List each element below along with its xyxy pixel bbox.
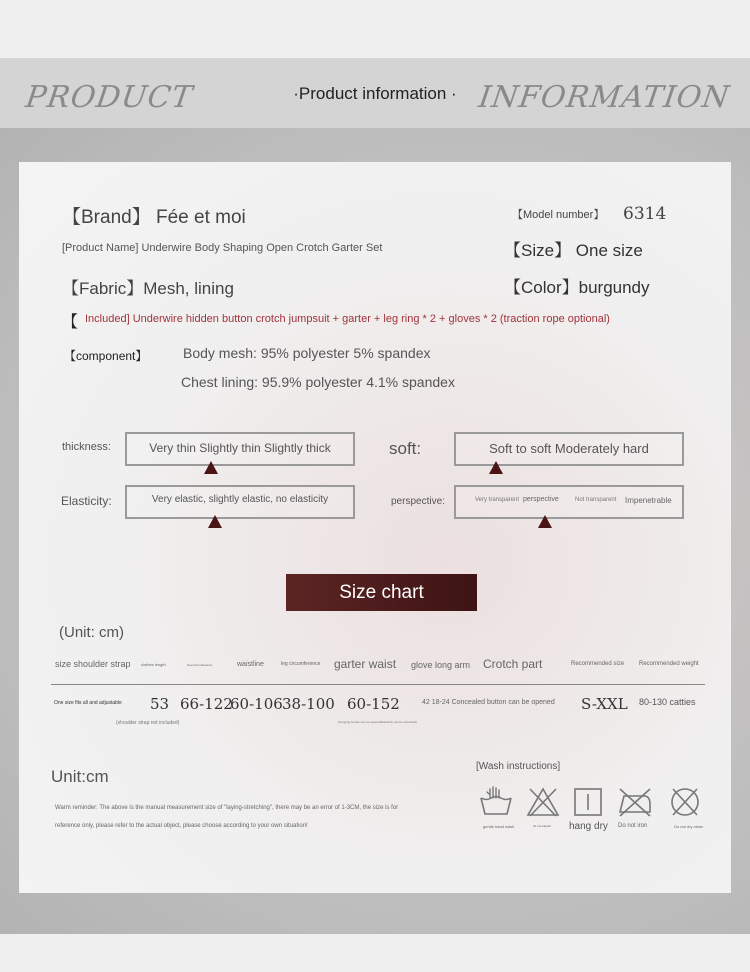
- page-title: ·Product information ·: [293, 84, 457, 103]
- softness-scale-text: Soft to soft Moderately hard: [489, 441, 649, 456]
- wash-label-2: do not bleach: [533, 824, 552, 828]
- garter-note: (Hanging buckle can be opened/Elasticity can be stretched): [338, 720, 418, 724]
- included-bracket: 【: [62, 314, 79, 331]
- size-header-10: Recommended weight: [639, 661, 699, 667]
- do-not-bleach-icon: [525, 786, 561, 818]
- perspective-option-2: perspective: [523, 496, 559, 503]
- size-header-8: Crotch part: [483, 657, 543, 671]
- top-band: [0, 0, 750, 58]
- model-number-value: 6314: [623, 204, 667, 224]
- thickness-label: thickness:: [62, 441, 111, 453]
- elasticity-label: Elasticity:: [61, 494, 112, 508]
- perspective-option-3: Not transparent: [575, 497, 617, 503]
- wash-instructions-title: [Wash instructions]: [476, 761, 561, 772]
- reminder-line-1: Warm reminder: The above is the manual measurement size of "laying-stretching", there may be an error of 1-3CM, the size is for: [55, 805, 399, 811]
- size-header-9: Recommended size: [571, 661, 625, 667]
- do-not-iron-icon: [617, 786, 653, 818]
- do-not-dry-clean-icon: [667, 786, 703, 818]
- perspective-label: perspective:: [391, 496, 445, 507]
- hang-dry-icon: [570, 786, 606, 818]
- perspective-scale: [454, 485, 684, 519]
- reminder-line-2: reference only, please refer to the actual object, please choose according to your own situation!: [55, 823, 308, 829]
- hand-wash-icon: [478, 786, 514, 818]
- wash-label-3: hang dry: [569, 821, 608, 832]
- elasticity-marker: [208, 515, 222, 528]
- wash-label-4: Do not iron: [618, 823, 648, 829]
- perspective-option-1: Very transparent: [475, 497, 520, 503]
- component-label: 【component】: [64, 349, 148, 363]
- footer-unit-label: Unit:cm: [51, 767, 109, 786]
- size-header-6: garter waist: [334, 657, 397, 671]
- size-header-4: waistline: [237, 661, 264, 668]
- softness-marker: [489, 461, 503, 474]
- soft-label: soft:: [389, 439, 422, 458]
- header-script-right: INFORMATION: [476, 80, 733, 115]
- size-unit-label: (Unit: cm): [59, 624, 124, 641]
- model-number-label: 【Model number】: [512, 209, 605, 221]
- size-value-9: 80-130 catties: [639, 697, 696, 707]
- header-script-left: PRODUCT: [23, 80, 196, 115]
- size-table-divider: [51, 684, 705, 685]
- size-header-5: leg circumference: [281, 661, 321, 667]
- size-value-6: 60-152: [347, 695, 400, 713]
- size-value-5: 38-100: [282, 695, 335, 713]
- size-chart-button[interactable]: Size chart: [286, 574, 477, 611]
- size-header-7: glove long arm: [411, 660, 471, 670]
- perspective-marker: [538, 515, 552, 528]
- shoulder-strap-note: (shoulder strap not included): [116, 720, 180, 726]
- thickness-marker: [204, 461, 218, 474]
- component-line-1: Body mesh: 95% polyester 5% spandex: [183, 345, 431, 361]
- component-line-2: Chest lining: 95.9% polyester 4.1% spandex: [181, 374, 455, 390]
- bottom-band: [0, 934, 750, 972]
- size-value-3: 66-122: [180, 695, 233, 713]
- perspective-option-4: Impenetrable: [625, 496, 672, 505]
- size-value-8: S-XXL: [581, 695, 628, 713]
- size-header-1: size shoulder strap: [55, 659, 131, 669]
- size-header-2: clothes length: [141, 662, 166, 667]
- size-header-3: bust circumference: [187, 663, 213, 667]
- color-text: 【Color】burgundy: [504, 278, 650, 297]
- size-value-4: 60-106: [230, 695, 283, 713]
- size-value-7: 42 18-24 Concealed button can be opened: [422, 699, 555, 706]
- included-text: Included] Underwire hidden button crotch jumpsuit + garter + leg ring * 2 + gloves * 2 (traction rope optional): [85, 313, 610, 325]
- product-name: [Product Name] Underwire Body Shaping Open Crotch Garter Set: [62, 242, 383, 254]
- fabric-text: 【Fabric】Mesh, lining: [62, 279, 234, 298]
- info-card: [19, 162, 731, 893]
- header-band: [0, 58, 750, 128]
- elasticity-scale-text: Very elastic, slightly elastic, no elasticity: [151, 494, 329, 505]
- size-value-1: One size fits all and adjustable: [54, 700, 122, 706]
- thickness-scale-text: Very thin Slightly thin Slightly thick: [149, 441, 331, 455]
- wash-label-5: Do not dry clean: [674, 824, 704, 829]
- elasticity-scale: [125, 485, 355, 519]
- thickness-scale: [125, 432, 355, 466]
- brand-text: 【Brand】 Fée et moi: [62, 207, 246, 228]
- size-text: 【Size】 One size: [504, 241, 643, 260]
- size-value-2: 53: [150, 695, 170, 713]
- wash-label-1: gentle hand wash: [483, 824, 515, 829]
